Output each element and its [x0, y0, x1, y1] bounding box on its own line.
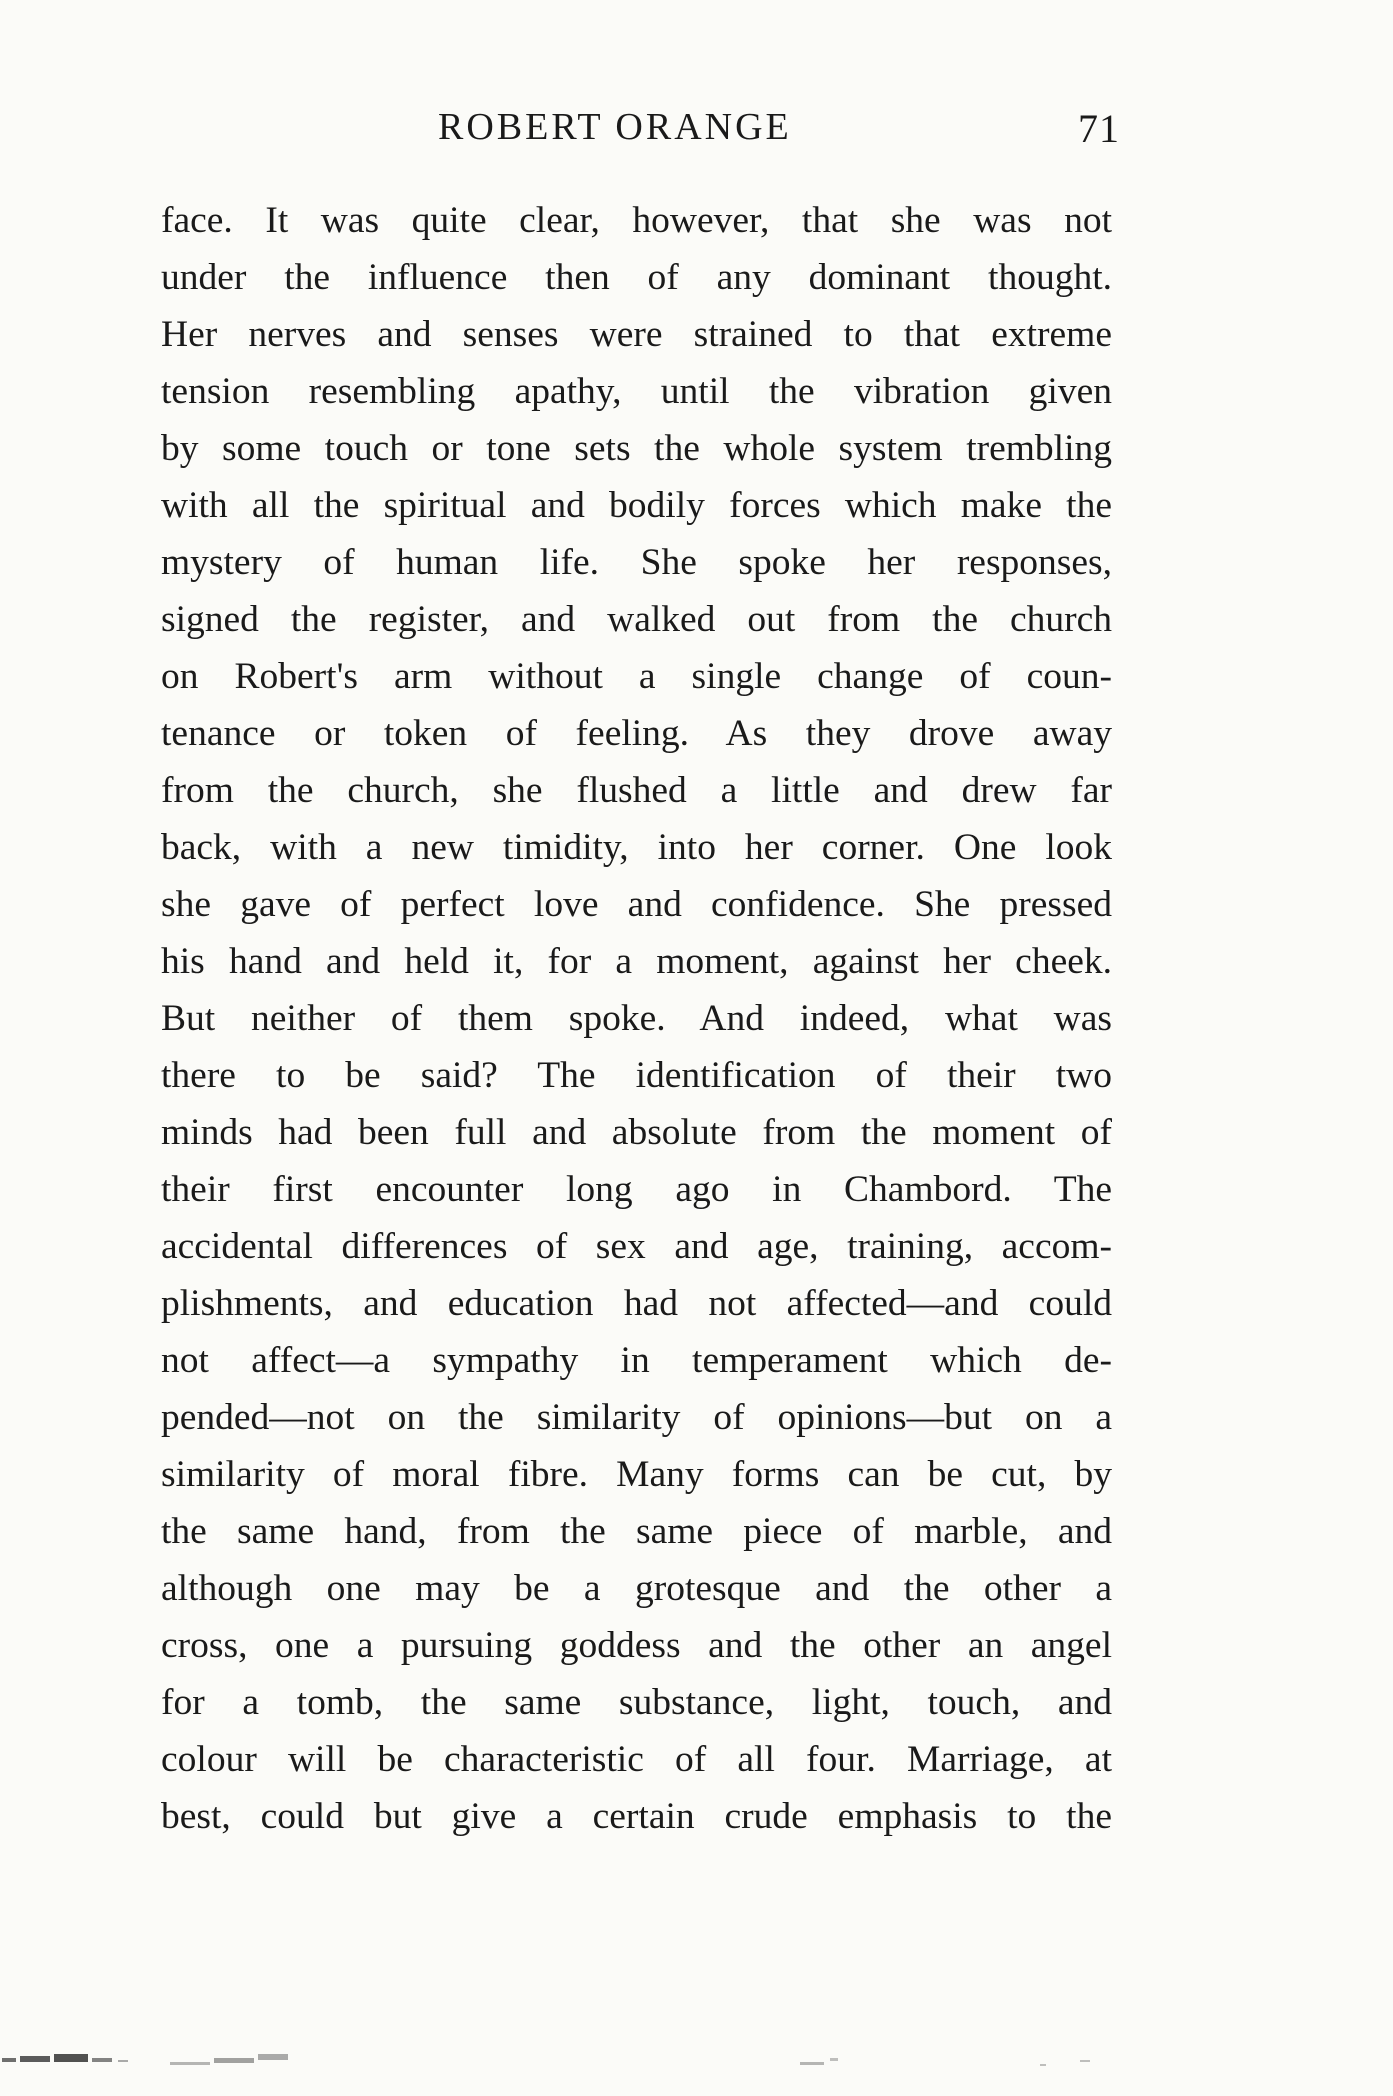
- text-line: she gave of perfect love and confidence. She pressed: [161, 884, 1112, 925]
- text-line: from the church, she flushed a little and drew far: [161, 770, 1112, 811]
- text-line: back, with a new timidity, into her corner. One look: [161, 827, 1112, 868]
- running-head: [160, 105, 1120, 155]
- text-line: for a tomb, the same substance, light, touch, and: [161, 1682, 1112, 1723]
- text-line: mystery of human life. She spoke her responses,: [161, 542, 1112, 583]
- text-line: although one may be a grotesque and the other a: [161, 1568, 1112, 1609]
- text-line: Her nerves and senses were strained to that extreme: [161, 314, 1112, 355]
- scan-specks: [0, 2040, 1393, 2096]
- text-line: with all the spiritual and bodily forces which make the: [161, 485, 1112, 526]
- text-line: on Robert's arm without a single change of coun-: [161, 656, 1112, 697]
- text-line: not affect—a sympathy in temperament which de-: [161, 1340, 1112, 1381]
- body-text: [161, 192, 1112, 1845]
- text-line: best, could but give a certain crude emphasis to the: [161, 1796, 1112, 1837]
- text-line: his hand and held it, for a moment, against her cheek.: [161, 941, 1112, 982]
- running-title: ROBERT ORANGE: [438, 106, 792, 148]
- text-line: pended—not on the similarity of opinions—but on a: [161, 1397, 1112, 1438]
- text-line: tension resembling apathy, until the vibration given: [161, 371, 1112, 412]
- text-line: by some touch or tone sets the whole system trembling: [161, 428, 1112, 469]
- text-line: the same hand, from the same piece of marble, and: [161, 1511, 1112, 1552]
- text-line: accidental differences of sex and age, training, accom-: [161, 1226, 1112, 1267]
- text-line: minds had been full and absolute from the moment of: [161, 1112, 1112, 1153]
- text-line: under the influence then of any dominant thought.: [161, 257, 1112, 298]
- page-number: 71: [1078, 106, 1120, 151]
- text-line: face. It was quite clear, however, that she was not: [161, 200, 1112, 241]
- text-line: similarity of moral fibre. Many forms can be cut, by: [161, 1454, 1112, 1495]
- text-line: But neither of them spoke. And indeed, what was: [161, 998, 1112, 1039]
- text-line: cross, one a pursuing goddess and the other an angel: [161, 1625, 1112, 1666]
- text-line: plishments, and education had not affected—and could: [161, 1283, 1112, 1324]
- text-line: their first encounter long ago in Chambord. The: [161, 1169, 1112, 1210]
- text-line: signed the register, and walked out from the church: [161, 599, 1112, 640]
- text-line: colour will be characteristic of all four. Marriage, at: [161, 1739, 1112, 1780]
- text-line: tenance or token of feeling. As they drove away: [161, 713, 1112, 754]
- text-line: there to be said? The identification of their two: [161, 1055, 1112, 1096]
